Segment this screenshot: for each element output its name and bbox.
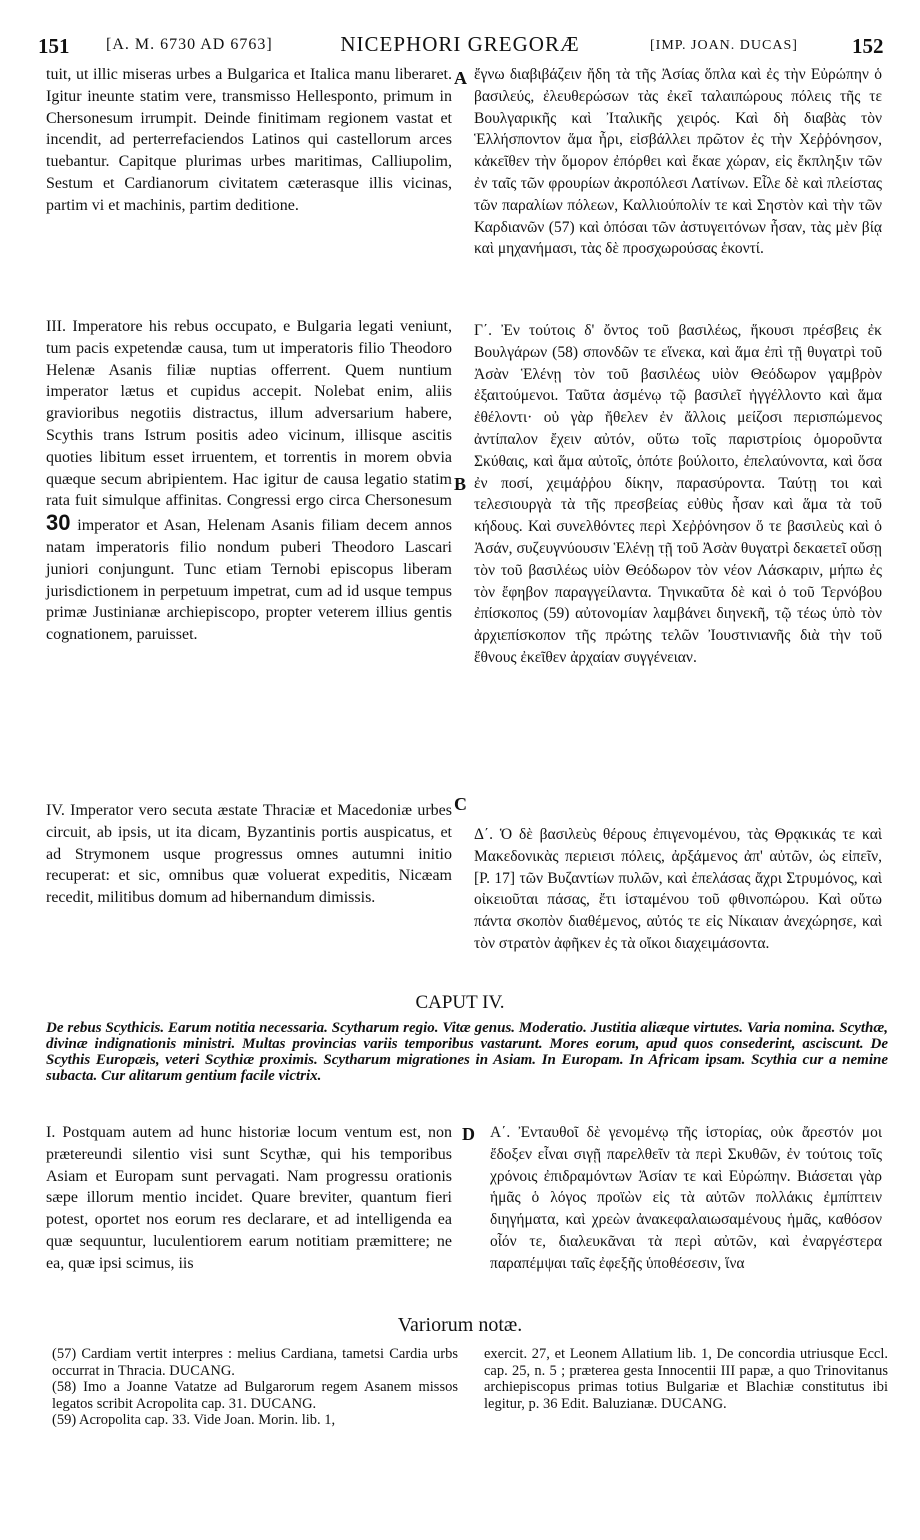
greek-text-4: Α΄. Ἐνταυθοῖ δὲ γενομένῳ τῆς ἱστορίας, οὐκ ἄρεστόν μοι ἔδοξεν εἶναι σιγῇ παρελθεῖν τὰ περὶ Σκυθῶν, ἐν τούτοις τοῖς χρόνοις ἐπιδραμόντων Ἀσίαν τε καὶ Εὐρώπην. Βιάσεται γὰρ ἡμᾶς ὁ λόγος προϊὼν εἰς τὰ αὐτῶν πολλάκις ἐμπίπτειν διηγήματα, καὶ χρεὼν ἀνακεφαλαιωσαμένους ἡμᾶς, καθόσον οἷόν τε, διαλευκᾶναι τὰ περὶ αὐτῶν, καὶ ἐναργέστερα παραπέμψαι ταῖς ἐφεξῆς ὑποθέσεσιν, ἵνα — [490, 1124, 882, 1272]
latin-text-4: I. Postquam autem ad hunc historiæ locum ventum est, non prætereundi silentio visi sunt Scythæ, qui his temporibus Asiam et Europam sunt pervagati. Nam progressu orationis sæpe illorum mentio incidet. Quare breviter, quantum fieri potest, oportet nos eorum res declarare, et ad intelligenda ea quæ sequuntur, luculentiorem earum notitiam præmittere; ne ea, quæ ipsi scimus, iis — [46, 1124, 452, 1272]
latin-paragraph-4 — [46, 1122, 452, 1275]
page-number-left: 151 — [38, 34, 70, 58]
chapter-heading: CAPUT IV. — [415, 992, 505, 1013]
running-title: NICEPHORI GREGORÆ — [340, 32, 580, 56]
notes-right-column — [484, 1346, 888, 1412]
header-year-bracket: [A. M. 6730 AD 6763] — [106, 36, 273, 53]
note-59: (59) Acropolita cap. 33. Vide Joan. Morin. lib. 1, — [52, 1412, 336, 1428]
latin-text-2 — [46, 316, 452, 646]
latin-paragraph-1 — [46, 64, 452, 217]
margin-letter-c: C — [454, 794, 467, 814]
greek-paragraph-1 — [474, 64, 882, 260]
header-emperor-bracket: [IMP. JOAN. DUCAS] — [650, 38, 798, 53]
note-59-continued: exercit. 27, et Leonem Allatium lib. 1, De concordia utriusque Eccl. cap. 25, n. 5 ; præterea gesta Innocentii III papæ, a quo Trinovitanus archiepiscopus primas totius Bulgariæ et Blachiæ constitutus ibi legitur, p. 36 Edit. Baluzianæ. DUCANG. — [484, 1346, 888, 1412]
notes-left-column — [52, 1346, 458, 1429]
greek-text-1: ἔγνω διαβιβάζειν ἤδη τὰ τῆς Ἀσίας ὅπλα καὶ ἐς τὴν Εὐρώπην ὁ βασιλεύς, ἐλευθερώσων τὰς ἐκεῖ ταλαιπώρους πόλεις τῆς τε Βουλγαρικῆς καὶ Ἰταλικῆς χειρός. Καὶ δὴ διαβὰς τὸν Ἑλλήσποντον ἅμα ἦρι, εἰσβάλλει πρῶτον ἐς τὴν Χεῤῥόνησον, κἀκεῖθεν τὴν ὅμορον ἐπόρθει καὶ ἔκαε χώραν, εἰς ἔκπληξιν τῶν ἐν ταῖς τῶν φρουρίων ἀκροπόλεσι Λατίνων. Εἷλε δὲ καὶ πλείστας τῶν παραλίων πόλεων, Καλλιούπολίν τε καὶ Σηστὸν καὶ τὴν τῶν Καρδιανῶν (57) καὶ ὁπόσαι τῶν ἀστυγειτόνων ἦσαν, τὰς μὲν βίᾳ καὶ μηχανήμασι, τὰς δὲ προσχωρούσας ἑκοντί. — [474, 66, 882, 258]
note-57: (57) Cardiam vertit interpres : melius Cardiana, tametsi Cardia urbs occurrat in Thracia. DUCANG. — [52, 1346, 458, 1379]
margin-letter-a: A — [454, 68, 467, 88]
line-number-30: 30 — [46, 510, 71, 536]
greek-text-2: Γ΄. Ἐν τούτοις δ' ὄντος τοῦ βασιλέως, ἥκουσι πρέσβεις ἐκ Βουλγάρων (58) σπονδῶν τε εἵνεκα, καὶ ἅμα ἐπὶ τῇ θυγατρὶ τοῦ Ἀσὰν Ἑλένῃ τὸν τοῦ βασιλέως υἱὸν Θεόδωρον γαμβρὸν ἐξαιτούμενοι. Ταῦτα ἀσμένῳ τῷ βασιλεῖ ἠγγέλλοντο καὶ ἅμα ἐθέλοντι· οὐ γὰρ ἤθελεν ἐν ἄλλοις μείζοσι περισπώμενος ἀντίπαλον ἔχειν αὐτόν, οὕτω τοῖς παριστρίοις ὁμοροῦντα Σκύθαις, καὶ ἅμα αὐτοῖς, ὁπότε βούλοιτο, ἐπελαύνοντα, καὶ ὅσα ἐν ποσί, χειμάῤῥου δίκην, παρασύροντα. Ταύτῃ τοι καὶ τελεσιουργὰ τὰ τῆς πρεσβείας εὐθὺς ἦσαν καὶ ἅμα τὰ τοῦ κήδους. Καὶ συνελθόντες περὶ Χεῤῥόνησον ὅ τε βασιλεὺς καὶ ὁ Ἀσάν, συζευγνύουσιν Ἑλένῃ τῇ τοῦ Ἀσὰν θυγατρὶ δεκαετεῖ οὔσῃ τὸν τοῦ βασιλέως υἱὸν Θεόδωρον τὸν νέον Λάσκαριν, μήπω ἐς τὸν ἔφηβον παραγγείλαντα. Τηνικαῦτα δὲ καὶ ὁ τοῦ Τερνόβου ἐπίσκοπος (59) αὐτονομίαν λαμβάνει διηνεκῆ, τῷ τέως ὑπὸ τὸν ἀρχιεπίσκοπον τῆς πρώτης τελῶν Ἰουστινιανῆς διὰ τὴν τοῦ ἔθνους ἐκεῖθεν ἀρχαίαν συγγένειαν. — [474, 322, 882, 666]
page-number-right: 152 — [852, 34, 884, 58]
greek-paragraph-2 — [474, 320, 882, 669]
latin-text-1: tuit, ut illic miseras urbes a Bulgarica et Italica manu liberaret. Igitur ineunte statim vere, transmisso Hellesponto, primum in Chersonesum irrumpit. Deinde finitimam regionem vastat et incendit, ad perterrefaciendos Latinos qui castellorum arces tuebantur. Capitque plurimas urbes maritimas, Calliupolim, Sestum et Cardianorum civitatem cæterasque illis vicinas, partim vi et machinis, partim deditione. — [46, 66, 452, 214]
latin-paragraph-3 — [46, 800, 452, 909]
latin-text-2a: III. Imperatore his rebus occupato, e Bulgaria legati veniunt, tum pacis expetendæ causa, tum ut imperatoris filio Theodoro Helenæ Asanis filiæ nuptias offerrent. Quem nuntium imperator lætus et cupidus accepit. Nolebat enim, aliis gravioribus negotiis distractus, illum adversarium habere, Scythis trans Istrum positis adeo vicinum, illisque ascitis quoties libitum esset irruentem, et torrentis in morem obvia quæque secum abripientem. Hac igitur de causa legatio statim rata fuit simulque affinitas. Congressi ergo circa Chersonesum — [46, 318, 452, 510]
variorum-notes-title: Variorum notæ. — [397, 1314, 523, 1336]
greek-text-3: Δ΄. Ὁ δὲ βασιλεὺς θέρους ἐπιγενομένου, τὰς Θρᾳκικάς τε καὶ Μακεδονικὰς περιεισι πόλεις, ἀρξάμενος ἀπ' αὐτῶν, ὡς εἰπεῖν, [P. 17] τῶν Βυζαντίων πυλῶν, καὶ ἐπελάσας ἄχρι Στρυμόνος, καὶ οἰκειοῦται πάσας, ἔτι ἱσταμένου τοῦ φθινοπώρου. Καὶ οὕτω πάντα σκοπὸν διαθέμενος, αὐτός τε εἰς Νίκαιαν ἀνεχώρησε, καὶ τὸν στρατὸν ἀφῆκεν ἐς τὰ οἴκοι διαχειμάσοντα. — [474, 826, 882, 952]
latin-paragraph-2 — [46, 316, 452, 646]
latin-text-3: IV. Imperator vero secuta æstate Thraciæ et Macedoniæ urbes circuit, ab ipsis, ut ita dicam, Byzantinis portis auspicatus, et ad Strymonem usque progressus omnes autumni initio recuperat: et sic, omnibus quæ voluerat expeditis, Nicæam recedit, militibus domum ad hibernandum dimissis. — [46, 802, 452, 907]
margin-letter-d: D — [462, 1124, 475, 1144]
greek-paragraph-4 — [490, 1122, 882, 1275]
margin-letter-b: B — [454, 474, 467, 494]
latin-text-2b: imperator et Asan, Helenam Asanis filiam decem annos natam imperatoris filio nondum puberi Theodoro Lascari juniori conjungunt. Tunc etiam Ternobi episcopus liberam jurisdictionem in perpetuum impetrat, cum ad id usque tempus primæ Justinianæ archiepiscopo, propter veterem illius gentis cognationem, paruisset. — [46, 517, 453, 644]
note-58: (58) Imo a Joanne Vatatze ad Bulgarorum regem Asanem missos legatos scribit Acropolita cap. 31. DUCANG. — [52, 1379, 458, 1412]
chapter-summary: De rebus Scythicis. Earum notitia necessaria. Scytharum regio. Vitæ genus. Moderatio. Justitia aliæque virtutes. Varia nomina. Scythæ, divinæ indignationis ministri. Multas provincias variis temporibus vastarunt. Mores eorum, apud quos consederint, asciscunt. De Scythis Europæis, veteri Scythiæ proximis. Scytharum migrationes in Asiam. In Europam. In Africam ipsam. Scythia cur a nemine subacta. Cur alitarum gentium facile victrix. — [46, 1020, 888, 1084]
greek-paragraph-3 — [474, 824, 882, 955]
